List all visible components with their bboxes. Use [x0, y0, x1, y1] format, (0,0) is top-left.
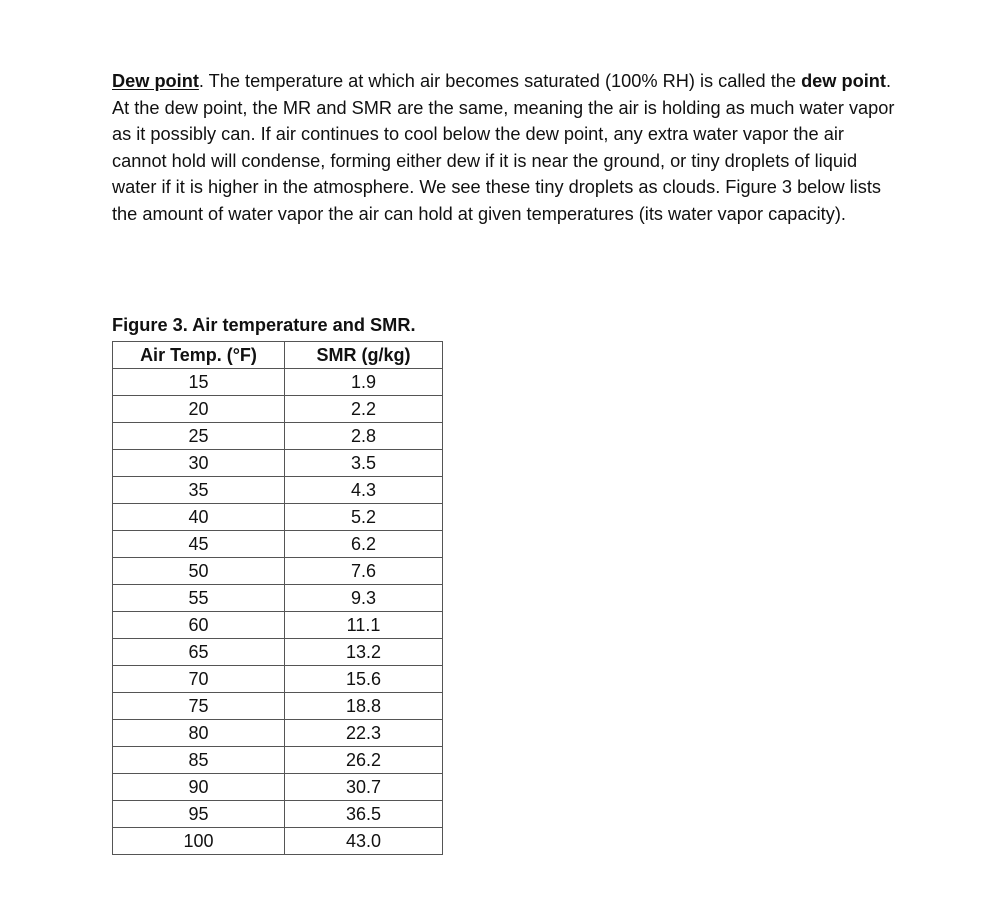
table-row	[113, 666, 443, 693]
cell-air-temp: 50	[113, 558, 285, 585]
table-row	[113, 369, 443, 396]
cell-smr: 5.2	[285, 504, 443, 531]
cell-air-temp: 95	[113, 801, 285, 828]
cell-smr: 11.1	[285, 612, 443, 639]
table-row	[113, 477, 443, 504]
figure-caption: Figure 3. Air temperature and SMR.	[112, 315, 416, 335]
table-row	[113, 504, 443, 531]
table-row	[113, 720, 443, 747]
paragraph-text-body: . At the dew point, the MR and SMR are the same, meaning the air is holding as much water vapor as it possibly can. If air continues to cool below the dew point, any extra water vapor the air cannot hold will condense, forming either dew if it is near the ground, or tiny droplets of liquid water if it is higher in the atmosphere. We see these tiny droplets as clouds. Figure 3 below lists the amount of water vapor the air can hold at given temperatures (its water vapor capacity).	[112, 71, 895, 224]
cell-air-temp: 55	[113, 585, 285, 612]
cell-smr: 26.2	[285, 747, 443, 774]
cell-smr: 30.7	[285, 774, 443, 801]
cell-smr: 15.6	[285, 666, 443, 693]
table-row	[113, 639, 443, 666]
header-smr: SMR (g/kg)	[285, 342, 443, 369]
table-row	[113, 774, 443, 801]
cell-smr: 13.2	[285, 639, 443, 666]
cell-air-temp: 85	[113, 747, 285, 774]
cell-smr: 6.2	[285, 531, 443, 558]
table-row	[113, 747, 443, 774]
table-row	[113, 450, 443, 477]
cell-smr: 1.9	[285, 369, 443, 396]
cell-air-temp: 30	[113, 450, 285, 477]
cell-smr: 4.3	[285, 477, 443, 504]
cell-air-temp: 25	[113, 423, 285, 450]
cell-smr: 2.8	[285, 423, 443, 450]
cell-smr: 36.5	[285, 801, 443, 828]
table-row	[113, 423, 443, 450]
dew-point-term: Dew point	[112, 71, 199, 91]
cell-smr: 9.3	[285, 585, 443, 612]
dew-point-bold-term: dew point	[801, 71, 886, 91]
cell-smr: 18.8	[285, 693, 443, 720]
cell-smr: 3.5	[285, 450, 443, 477]
cell-air-temp: 75	[113, 693, 285, 720]
paragraph-text-intro: . The temperature at which air becomes saturated (100% RH) is called the	[198, 71, 802, 91]
table-body	[113, 369, 443, 855]
header-air-temp: Air Temp. (°F)	[113, 342, 285, 369]
cell-air-temp: 80	[113, 720, 285, 747]
cell-air-temp: 20	[113, 396, 285, 423]
table-row	[113, 558, 443, 585]
cell-air-temp: 65	[113, 639, 285, 666]
table-row	[113, 801, 443, 828]
cell-air-temp: 90	[113, 774, 285, 801]
cell-smr: 22.3	[285, 720, 443, 747]
table-row	[113, 396, 443, 423]
cell-air-temp: 45	[113, 531, 285, 558]
cell-air-temp: 70	[113, 666, 285, 693]
cell-smr: 2.2	[285, 396, 443, 423]
cell-air-temp: 100	[113, 828, 285, 855]
cell-air-temp: 35	[113, 477, 285, 504]
cell-smr: 7.6	[285, 558, 443, 585]
cell-air-temp: 60	[113, 612, 285, 639]
cell-smr: 43.0	[285, 828, 443, 855]
table-row	[113, 531, 443, 558]
table-row	[113, 693, 443, 720]
smr-table	[112, 341, 443, 855]
dew-point-paragraph	[112, 68, 902, 228]
table-row	[113, 828, 443, 855]
cell-air-temp: 40	[113, 504, 285, 531]
table-row	[113, 612, 443, 639]
table-header-row	[113, 342, 443, 369]
table-row	[113, 585, 443, 612]
cell-air-temp: 15	[113, 369, 285, 396]
